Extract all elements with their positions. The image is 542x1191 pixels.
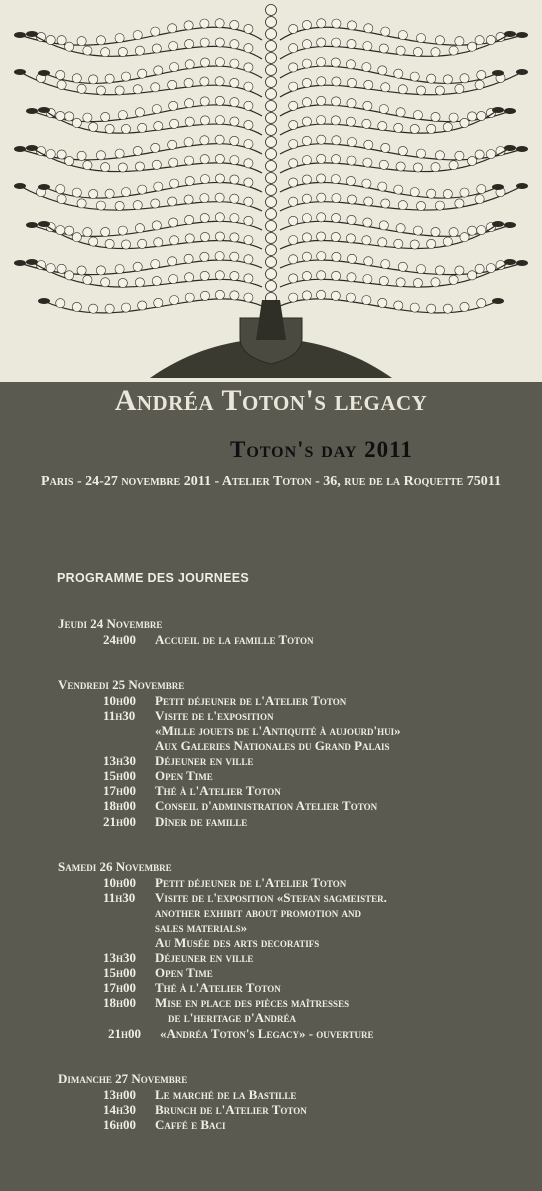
day-title: Dimanche 27 Novembre: [58, 1071, 188, 1086]
event-activity: «Mille jouets de l'Antiquité à aujourd'hui»: [155, 723, 401, 738]
event-activity: Open Time: [155, 768, 213, 783]
event-activity: Open Time: [155, 965, 213, 980]
event-activity: sales materials»: [155, 920, 248, 935]
event-time: 18h00: [103, 798, 137, 813]
tree-base: [150, 300, 392, 378]
event-time: 13h30: [103, 753, 137, 768]
event-activity: «Andréa Toton's Legacy» - ouverture: [160, 1026, 374, 1041]
event-time: 14h30: [103, 1102, 137, 1117]
event-time: 11h30: [103, 708, 136, 723]
event-time: 17h00: [103, 783, 137, 798]
event-activity: another exhibit about promotion and: [155, 905, 362, 920]
tree-trunk: [266, 5, 277, 316]
event-time: 18h00: [103, 995, 137, 1010]
day-title: Jeudi 24 Novembre: [58, 616, 163, 631]
event-activity: Le marché de la Bastille: [155, 1087, 297, 1102]
event-time: 13h00: [103, 1087, 137, 1102]
event-activity: Dîner de famille: [155, 814, 248, 829]
event-time: 10h00: [103, 693, 137, 708]
event-activity: Thé à l'Atelier Toton: [155, 980, 281, 995]
event-activity: Accueil de la famille Toton: [155, 632, 314, 647]
event-activity: Petit déjeuner de l'Atelier Toton: [155, 875, 347, 890]
event-activity: de l'heritage d'Andréa: [168, 1010, 296, 1025]
day-title: Samedi 26 Novembre: [58, 859, 172, 874]
event-time: 21h00: [108, 1026, 142, 1041]
event-activity: Au Musée des arts decoratifs: [155, 935, 320, 950]
event-time: 21h00: [103, 814, 137, 829]
event-activity: Thé à l'Atelier Toton: [155, 783, 281, 798]
main-title: Andréa Toton's legacy: [114, 384, 428, 417]
event-activity: Déjeuner en ville: [155, 753, 254, 768]
event-time: 15h00: [103, 768, 137, 783]
family-tree-illustration: [0, 0, 542, 382]
event-time: 16h00: [103, 1117, 137, 1132]
event-time: 17h00: [103, 980, 137, 995]
event-activity: Brunch de l'Atelier Toton: [155, 1102, 307, 1117]
event-activity: Petit déjeuner de l'Atelier Toton: [155, 693, 347, 708]
event-activity: Caffé e Baci: [155, 1117, 226, 1132]
subtitle: Toton's day 2011: [230, 437, 413, 462]
event-time: 24h00: [103, 632, 137, 647]
event-time: 11h30: [103, 890, 136, 905]
day-title: Vendredi 25 Novembre: [58, 677, 185, 692]
event-time: 13h30: [103, 950, 137, 965]
event-time: 10h00: [103, 875, 137, 890]
event-activity: Conseil d'administration Atelier Toton: [155, 798, 378, 813]
event-time: 15h00: [103, 965, 137, 980]
venue-line: Paris - 24-27 novembre 2011 - Atelier Toton - 36, rue de la Roquette 75011: [41, 474, 501, 489]
programme-title: PROGRAMME DES JOURNEES: [57, 571, 250, 585]
event-activity: Déjeuner en ville: [155, 950, 254, 965]
event-activity: Aux Galeries Nationales du Grand Palais: [155, 738, 390, 753]
event-activity: Visite de l'exposition: [155, 708, 274, 723]
event-activity: Visite de l'exposition «Stefan sagmeister.: [155, 890, 387, 905]
event-activity: Mise en place des pièces maîtresses: [155, 995, 350, 1010]
